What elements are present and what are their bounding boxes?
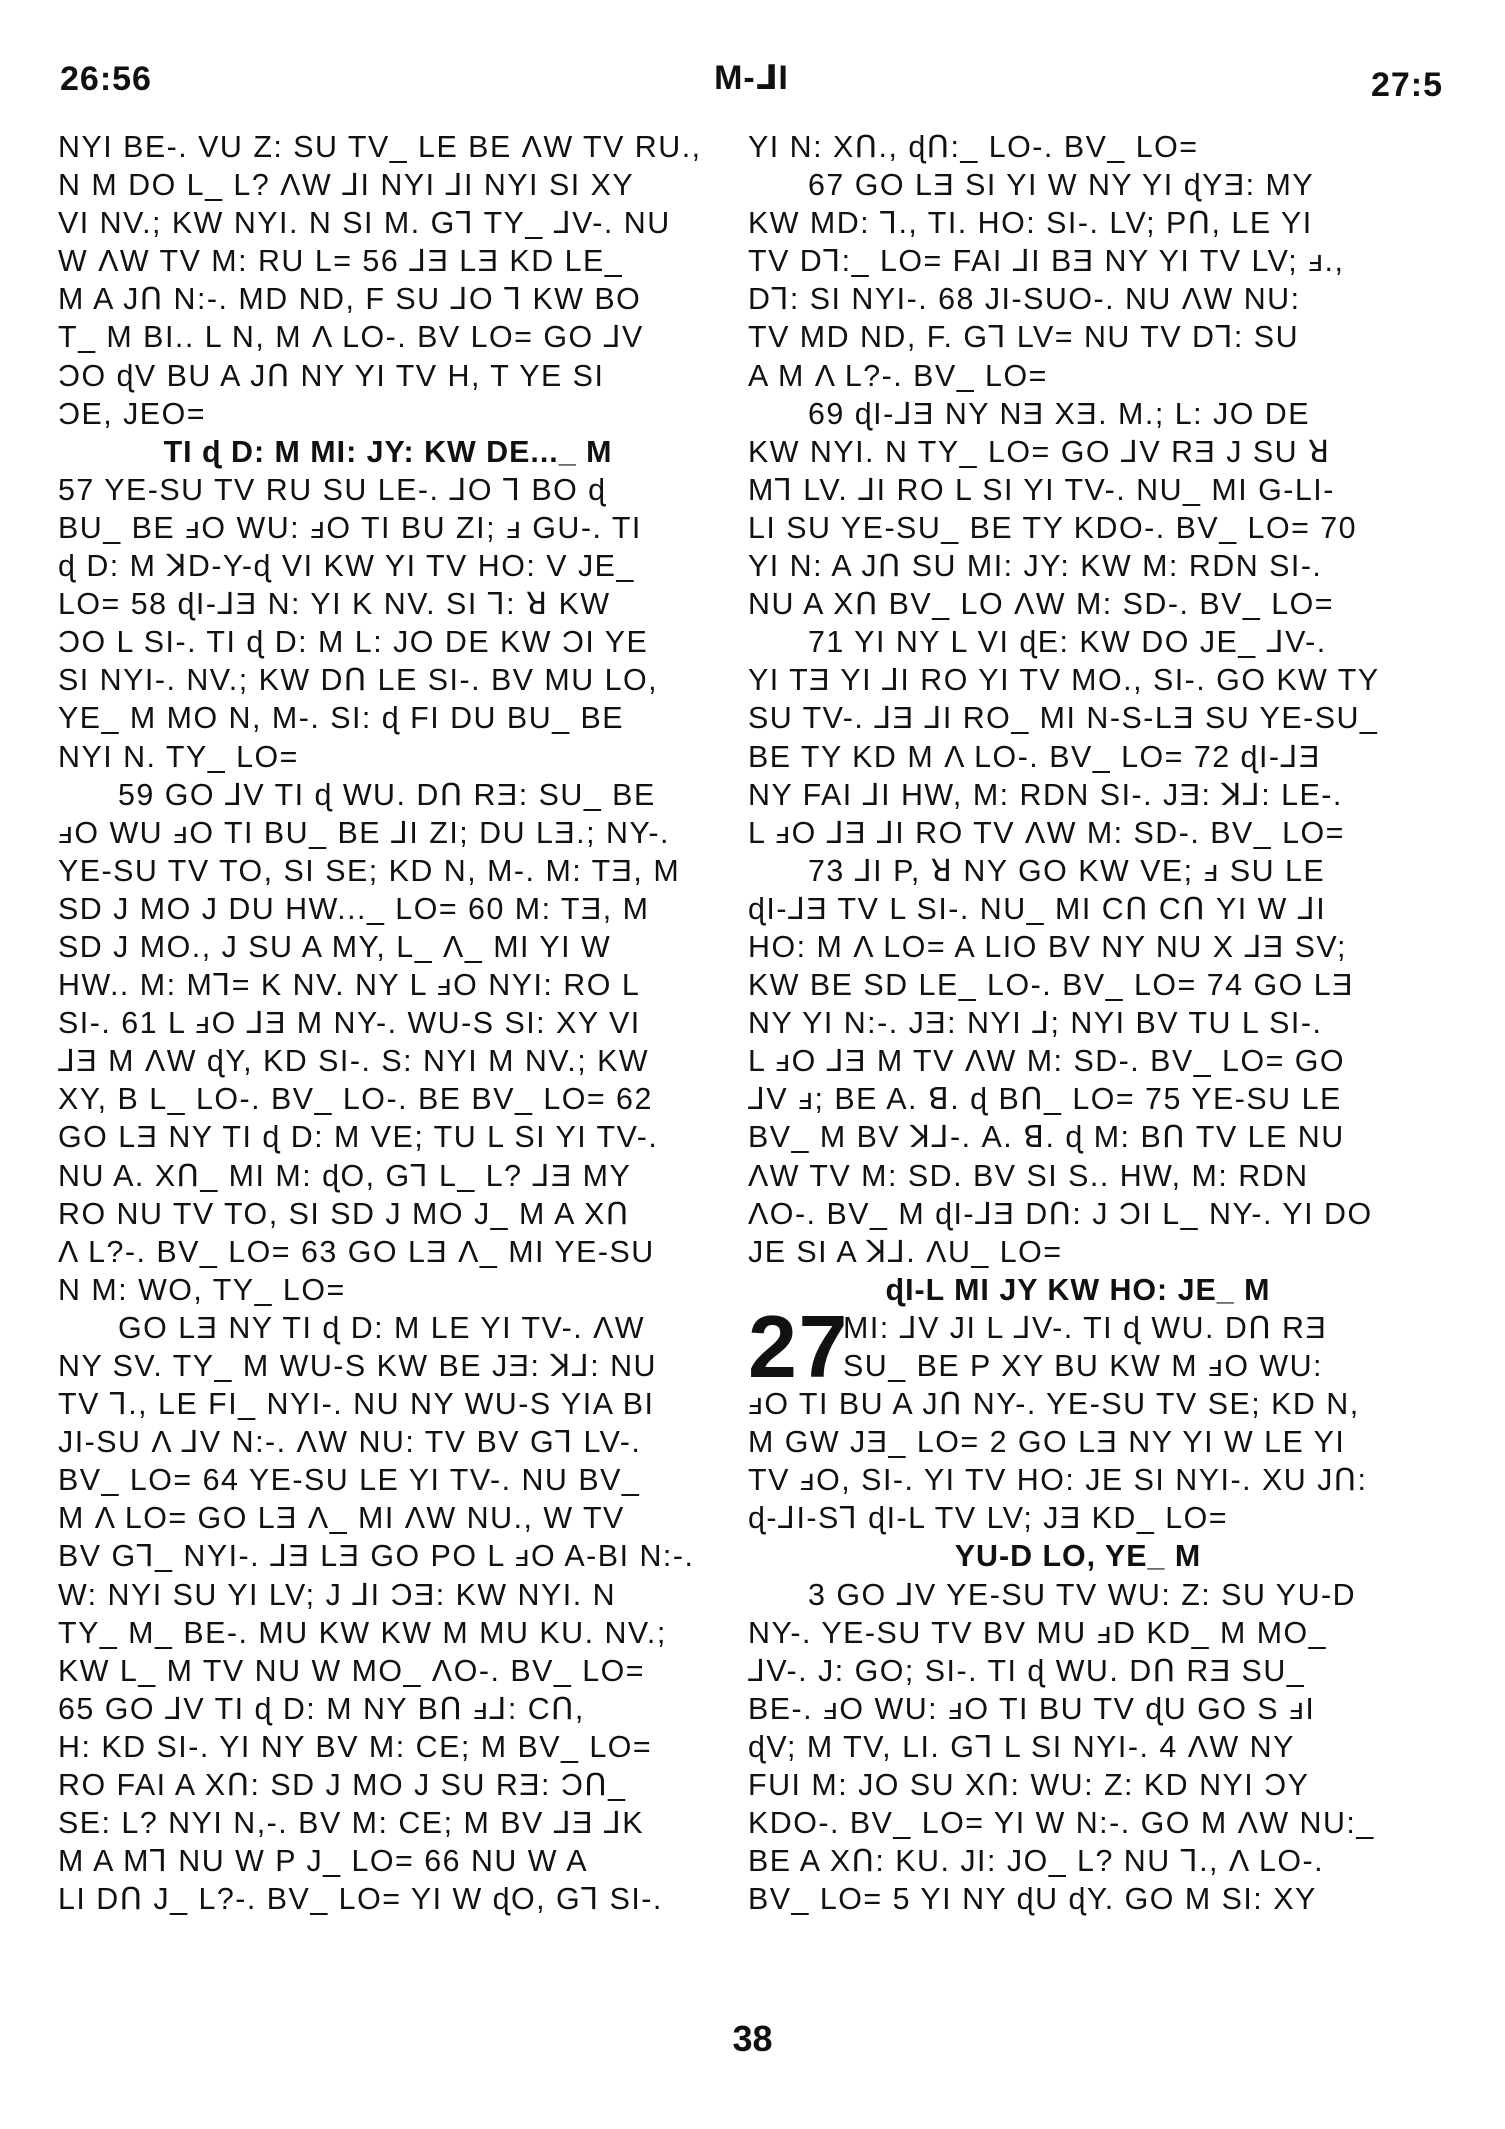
text-line: RO FAI A XՈ: SD J MO J SU RƎ: ƆՈ_ [58, 1768, 627, 1803]
text-line: FUI M: JO SU XՈ: WU: Z: KD NYI ƆY [748, 1768, 1310, 1803]
text-line: L ⅎO ⅃Ǝ ⅃I RO TV ΛW M: SD-. BV_ LO= [748, 815, 1345, 850]
text-line: L ⅎO ⅃Ǝ M TV ΛW M: SD-. BV_ LO= GO [748, 1044, 1346, 1079]
text-line: SD J MO., J SU A MY, L_ Λ_ MI YI W [58, 929, 612, 964]
text-line: W ΛW TV M: RU L= 56 ⅃Ǝ LƎ KD LE_ [58, 244, 624, 279]
text-line: YI N: XՈ., ɖՈ:_ LO-. BV_ LO= [748, 130, 1199, 164]
text-line: BE TY KD M Λ LO-. BV_ LO= 72 ɖI-⅃Ǝ [748, 739, 1321, 774]
text-line: NYI N. TY_ LO= [58, 739, 299, 774]
text-line: HW.. M: M⅂= K NV. NY L ⅎO NYI: RO L [58, 968, 641, 1003]
text-line: TI ɖ D: M MI: JY: KW DE..._ M [163, 434, 613, 469]
text-line: GO LƎ NY TI ɖ D: M VE; TU L SI YI TV-. [58, 1120, 659, 1155]
chapter-number: 27 [748, 1296, 849, 1396]
text-line: TV ⅎO, SI-. YI TV HO: JE SI NYI-. XU JՈ: [748, 1463, 1368, 1498]
text-line: YE-SU TV TO, SI SE; KD N, M-. M: TƎ, M [58, 853, 681, 888]
header-verse-start: 26:56 [60, 60, 152, 98]
text-line: TV D⅂:_ LO= FAI ⅃I BƎ NY YI TV LV; ⅎ., [748, 244, 1345, 279]
text-line: GO LƎ NY TI ɖ D: M LE YI TV-. ΛW [118, 1310, 646, 1345]
text-line: LI SU YE-SU_ BE TY KDO-. BV_ LO= 70 [748, 510, 1358, 545]
text-line: M⅂ LV. ⅃I RO L SI YI TV-. NU_ MI G-LI- [748, 472, 1335, 507]
text-line: RO NU TV TO, SI SD J MO J_ M A XՈ [58, 1196, 630, 1231]
text-line: ɖ-⅃I-S⅂ ɖI-L TV LV; JƎ KD_ LO= [748, 1501, 1229, 1536]
text-line: 65 GO ⅃V TI ɖ D: M NY BՈ ⅎ⅃: CՈ, [58, 1691, 585, 1726]
text-line: MI: ⅃V JI L ⅃V-. TI ɖ WU. DՈ RƎ [843, 1310, 1328, 1345]
text-line: SI NYI-. NV.; KW DՈ LE SI-. BV MU LO, [58, 663, 659, 698]
text-line: NY SV. TY_ M WU-S KW BE JƎ: ꓘ⅃: NU [58, 1349, 657, 1383]
text-line: ⅎO WU ⅎO TI BU_ BE ⅃I ZI; DU LƎ.; NY-. [58, 815, 670, 850]
text-line: 71 YI NY L VI ɖE: KW DO JE_ ⅃V-. [808, 625, 1327, 660]
text-line: SE: L? NYI N,-. BV M: CE; M BV ⅃Ǝ ⅃K [58, 1806, 645, 1841]
text-line: SU TV-. ⅃Ǝ ⅃I RO_ MI N-S-LƎ SU YE-SU_ [748, 701, 1379, 736]
text-line: ɖV; M TV, LI. G⅂ L SI NYI-. 4 ΛW NY [748, 1729, 1295, 1764]
text-line: NU A. XՈ_ MI M: ɖO, G⅂ L_ L? ⅃Ǝ MY [58, 1158, 632, 1193]
text-line: KW MD: ⅂., TI. HO: SI-. LV; PՈ, LE YI [748, 206, 1313, 241]
text-line: YU-D LO, YE_ M [954, 1539, 1202, 1574]
text-line: JE SI A ꓘ⅃. ΛU_ LO= [748, 1234, 1063, 1269]
text-line: NY YI N:-. JƎ: NYI ⅃; NYI BV TU L SI-. [748, 1006, 1323, 1041]
page-number: 38 [732, 2018, 773, 2059]
text-line: ΛO-. BV_ M ɖI-⅃Ǝ DՈ: J ƆI L_ NY-. YI DO [748, 1196, 1373, 1231]
text-line: SI-. 61 L ⅎO ⅃Ǝ M NY-. WU-S SI: XY VI [58, 1006, 641, 1041]
text-line: NY FAI ⅃I HW, M: RDN SI-. JƎ: ꓘ⅃: LE-. [748, 777, 1343, 812]
text-line: VI NV.; KW NYI. N SI M. G⅂ TY_ ⅃V-. NU [58, 206, 671, 241]
text-line: SU_ BE P XY BU KW M ⅎO WU: [843, 1349, 1324, 1383]
text-line: TV ⅂., LE FI_ NYI-. NU NY WU-S YIA BI [58, 1387, 655, 1422]
text-line: M GW JƎ_ LO= 2 GO LƎ NY YI W LE YI [748, 1425, 1346, 1460]
text-line: TV MD ND, F. G⅂ LV= NU TV D⅂: SU [748, 320, 1300, 355]
text-line: ƆE, JEO= [58, 396, 206, 431]
text-line: LO= 58 ɖI-⅃Ǝ N: YI K NV. SI ⅂: ꓤ KW [58, 587, 611, 622]
text-line: ɖI-⅃Ǝ TV L SI-. NU_ MI CՈ CՈ YI W ⅃I [748, 891, 1327, 926]
text-line: W: NYI SU YI LV; J ⅃I ƆƎ: KW NYI. N [58, 1577, 617, 1612]
text-line: N M DO L_ L? ΛW ⅃I NYI ⅃I NYI SI XY [58, 168, 635, 203]
text-line: KW L_ M TV NU W MO_ ΛO-. BV_ LO= [58, 1653, 646, 1688]
right-text-column [748, 128, 1408, 1918]
text-line: LI DՈ J_ L?-. BV_ LO= YI W ɖO, G⅂ SI-. [58, 1882, 663, 1917]
running-header [60, 52, 1443, 102]
text-line: ɖI-L MI JY KW HO: JE_ M [885, 1272, 1271, 1307]
text-line: KDO-. BV_ LO= YI W N:-. GO M ΛW NU:_ [748, 1806, 1375, 1841]
text-line: 73 ⅃I P, ꓤ NY GO KW VE; ⅎ SU LE [808, 853, 1326, 888]
text-line: ⅎO TI BU A JՈ NY-. YE-SU TV SE; KD N, [748, 1387, 1360, 1422]
text-line: D⅂: SI NYI-. 68 JI-SUO-. NU ΛW NU: [748, 282, 1301, 317]
text-line: A M Λ L?-. BV_ LO= [748, 358, 1048, 393]
text-line: NU A XՈ BV_ LO ΛW M: SD-. BV_ LO= [748, 587, 1335, 622]
text-line: BV G⅂_ NYI-. ⅃Ǝ LƎ GO PO L ⅎO A-BI N:-. [58, 1539, 695, 1574]
text-line: ⅃Ǝ M ΛW ɖY, KD SI-. S: NYI M NV.; KW [58, 1044, 650, 1079]
text-line: H: KD SI-. YI NY BV M: CE; M BV_ LO= [58, 1729, 653, 1764]
text-line: 57 YE-SU TV RU SU LE-. ⅃O ⅂ BO ɖ [58, 472, 607, 507]
left-text-column [58, 128, 718, 1918]
text-line: 59 GO ⅃V TI ɖ WU. DՈ RƎ: SU_ BE [118, 777, 656, 812]
text-line: KW NYI. N TY_ LO= GO ⅃V RƎ J SU ꓤ [748, 434, 1331, 469]
text-line: ƆO L SI-. TI ɖ D: M L: JO DE KW ƆI YE [58, 625, 649, 660]
text-line: BE A XՈ: KU. JI: JO_ L? NU ⅂., Λ LO-. [748, 1844, 1325, 1879]
text-line: M A M⅂ NU W P J_ LO= 66 NU W A [58, 1844, 589, 1879]
text-line: SD J MO J DU HW..._ LO= 60 M: TƎ, M [58, 891, 650, 926]
text-line: 69 ɖI-⅃Ǝ NY NƎ XƎ. M.; L: JO DE [808, 396, 1310, 431]
text-line: ⅃V-. J: GO; SI-. TI ɖ WU. DՈ RƎ SU_ [748, 1653, 1306, 1688]
text-line: ɖ D: M ꓘD-Y-ɖ VI KW YI TV HO: V JE_ [58, 549, 635, 584]
text-line: T_ M BI.. L N, M Λ LO-. BV LO= GO ⅃V [58, 320, 644, 355]
text-line: NYI BE-. VU Z: SU TV_ LE BE ΛW TV RU., [58, 130, 702, 164]
text-line: BV_ M BV ꓘ⅃-. A. ꓭ. ɖ M: BՈ TV LE NU [748, 1120, 1345, 1155]
text-line: YE_ M MO N, M-. SI: ɖ FI DU BU_ BE [58, 701, 625, 736]
text-line: XY, B L_ LO-. BV_ LO-. BE BV_ LO= 62 [58, 1082, 653, 1117]
text-line: NY-. YE-SU TV BV MU ⅎD KD_ M MO_ [748, 1615, 1328, 1650]
text-line: N M: WO, TY_ LO= [58, 1272, 346, 1307]
header-book-title: M-⅃I [714, 59, 789, 97]
text-line: BU_ BE ⅎO WU: ⅎO TI BU ZI; ⅎ GU-. TI [58, 510, 642, 545]
text-line: HO: M Λ LO= A LIO BV NY NU X ⅃Ǝ SV; [748, 929, 1347, 964]
header-verse-end: 27:5 [1370, 66, 1443, 104]
chapter-start-block [748, 1296, 1408, 1396]
text-line: Λ L?-. BV_ LO= 63 GO LƎ Λ_ MI YE-SU [58, 1234, 655, 1269]
text-line: M A JՈ N:-. MD ND, F SU ⅃O ⅂ KW BO [58, 282, 642, 317]
text-line: 3 GO ⅃V YE-SU TV WU: Z: SU YU-D [808, 1577, 1357, 1612]
text-line: ⅃V ⅎ; BE A. ꓭ. ɖ BՈ_ LO= 75 YE-SU LE [748, 1082, 1342, 1117]
text-line: M Λ LO= GO LƎ Λ_ MI ΛW NU., W TV [58, 1501, 625, 1536]
text-line: 67 GO LƎ SI YI W NY YI ɖYƎ: MY [808, 168, 1315, 203]
text-line: BV_ LO= 5 YI NY ɖU ɖY. GO M SI: XY [748, 1882, 1317, 1917]
text-line: YI N: A JՈ SU MI: JY: KW M: RDN SI-. [748, 549, 1323, 584]
text-line: BE-. ⅎO WU: ⅎO TI BU TV ɖU GO S ⅎI [748, 1691, 1316, 1726]
text-line: ΛW TV M: SD. BV SI S.. HW, M: RDN [748, 1158, 1309, 1193]
text-line: KW BE SD LE_ LO-. BV_ LO= 74 GO LƎ [748, 968, 1354, 1003]
text-line: JI-SU Λ ⅃V N:-. ΛW NU: TV BV G⅂ LV-. [58, 1425, 642, 1460]
text-line: YI TƎ YI ⅃I RO YI TV MO., SI-. GO KW TY [748, 663, 1380, 698]
text-line: BV_ LO= 64 YE-SU LE YI TV-. NU BV_ [58, 1463, 641, 1498]
text-line: ƆO ɖV BU A JՈ NY YI TV H, T YE SI [58, 358, 605, 393]
text-line: TY_ M_ BE-. MU KW KW M MU KU. NV.; [58, 1615, 667, 1650]
